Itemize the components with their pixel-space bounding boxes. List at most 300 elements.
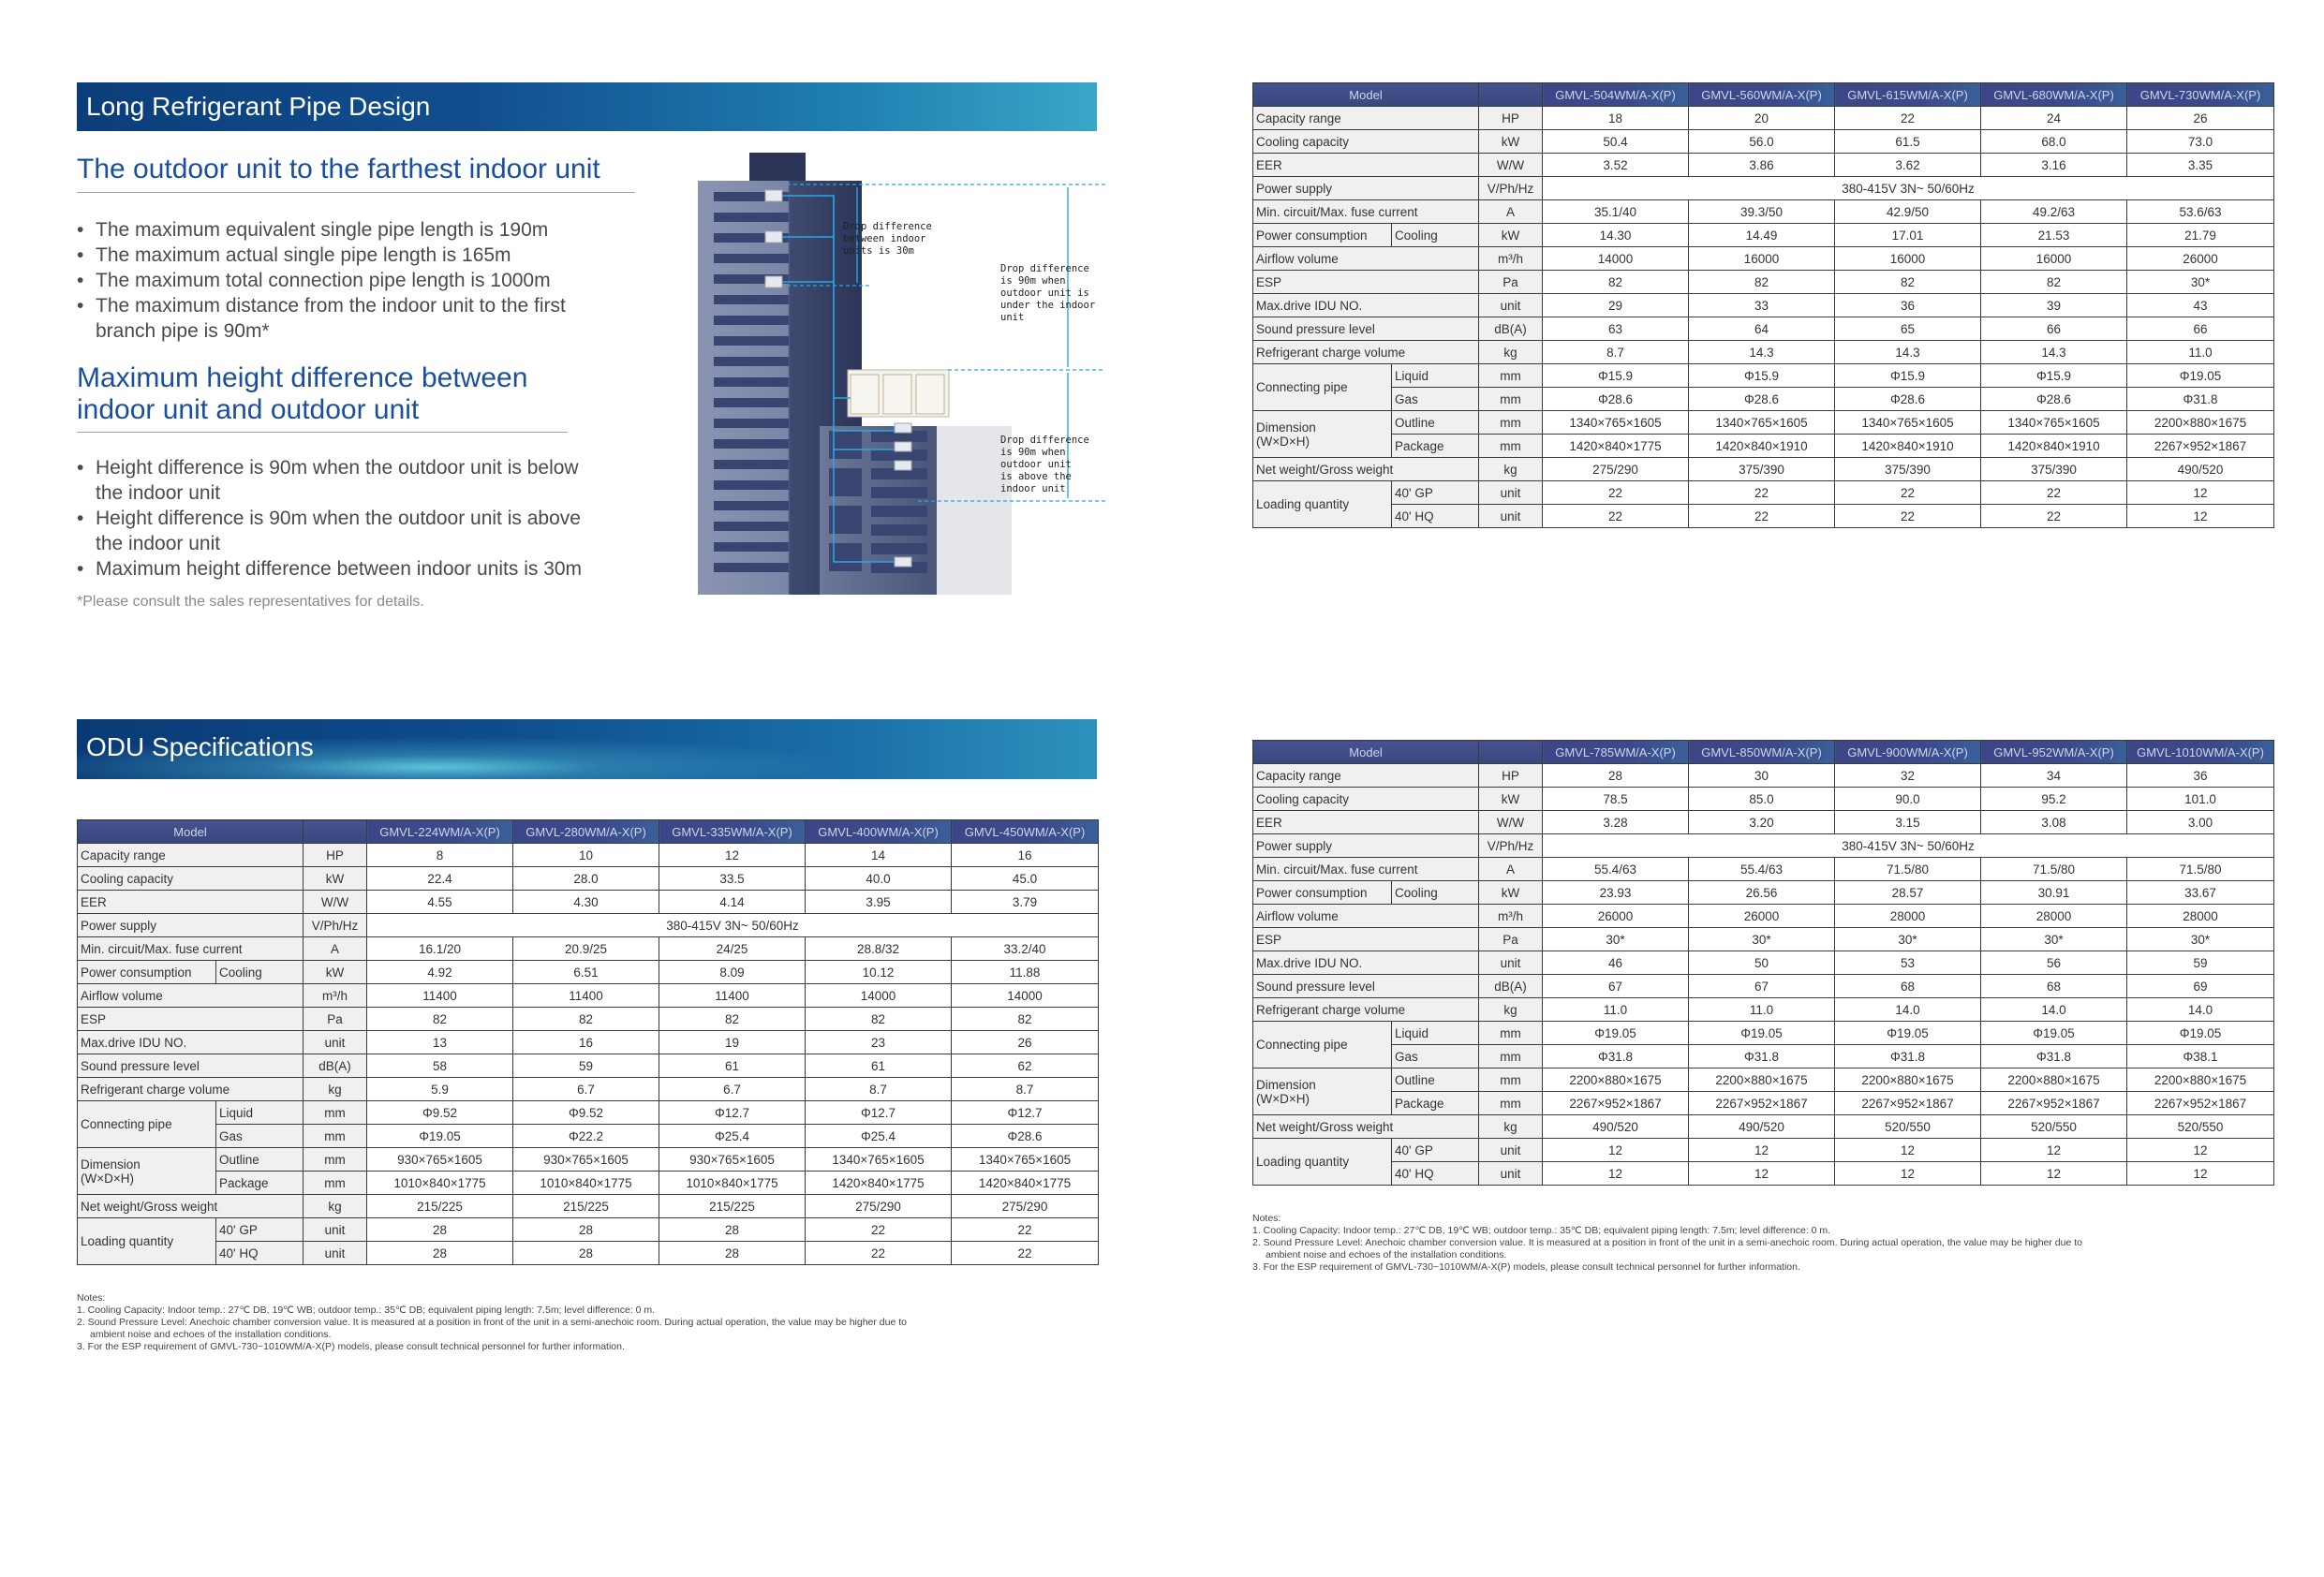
value-cell: 82 bbox=[1981, 271, 2127, 294]
value-cell: 21.79 bbox=[2127, 224, 2274, 247]
row-unit: unit bbox=[303, 1031, 367, 1054]
value-cell: 3.79 bbox=[952, 891, 1099, 914]
value-cell: 71.5/80 bbox=[1835, 858, 1981, 881]
table-row bbox=[1253, 154, 2274, 177]
table-header-row bbox=[1253, 741, 2274, 764]
value-cell: 14000 bbox=[806, 984, 952, 1008]
row-unit: unit bbox=[303, 1242, 367, 1265]
table-row bbox=[78, 891, 1099, 914]
table-row bbox=[78, 1242, 1099, 1265]
value-cell: 22 bbox=[1689, 505, 1835, 528]
row-unit: A bbox=[1479, 200, 1543, 224]
value-cell: 215/225 bbox=[659, 1195, 806, 1218]
value-cell: 46 bbox=[1543, 951, 1689, 975]
value-cell: 490/520 bbox=[2127, 458, 2274, 481]
value-cell: 26.56 bbox=[1689, 881, 1835, 905]
value-cell: 375/390 bbox=[1835, 458, 1981, 481]
value-cell: Φ9.52 bbox=[367, 1101, 513, 1125]
row-unit: kW bbox=[1479, 224, 1543, 247]
value-cell: 30* bbox=[1981, 928, 2127, 951]
value-cell: 12 bbox=[1835, 1162, 1981, 1186]
row-unit: m³/h bbox=[1479, 905, 1543, 928]
value-cell: 22 bbox=[1835, 107, 1981, 130]
row-group-label: Connecting pipe bbox=[1253, 1022, 1392, 1069]
row-unit: mm bbox=[1479, 1045, 1543, 1069]
row-unit: mm bbox=[303, 1125, 367, 1148]
value-cell: 66 bbox=[1981, 317, 2127, 341]
row-label: Cooling capacity bbox=[1253, 788, 1479, 811]
model-name-header: GMVL-560WM/A-X(P) bbox=[1689, 83, 1835, 107]
value-cell: 380-415V 3N~ 50/60Hz bbox=[1543, 834, 2274, 858]
value-cell: 930×765×1605 bbox=[367, 1148, 513, 1172]
value-cell: 4.30 bbox=[513, 891, 659, 914]
table-header-row bbox=[1253, 83, 2274, 107]
value-cell: 16000 bbox=[1981, 247, 2127, 271]
table-row bbox=[1253, 858, 2274, 881]
row-sublabel: Cooling bbox=[216, 961, 303, 984]
spec-table-504-730 bbox=[1252, 82, 2274, 528]
value-cell: Φ38.1 bbox=[2127, 1045, 2274, 1069]
note-line: Notes: bbox=[77, 1292, 106, 1304]
value-cell: Φ19.05 bbox=[2127, 364, 2274, 388]
value-cell: 50 bbox=[1689, 951, 1835, 975]
value-cell: 26 bbox=[952, 1031, 1099, 1054]
row-unit: m³/h bbox=[1479, 247, 1543, 271]
value-cell: 55.4/63 bbox=[1543, 858, 1689, 881]
label-drop30: Drop difference between indoor units is 30m bbox=[843, 221, 932, 257]
table-row bbox=[1253, 271, 2274, 294]
value-cell: Φ12.7 bbox=[806, 1101, 952, 1125]
value-cell: 30* bbox=[1835, 928, 1981, 951]
value-cell: 85.0 bbox=[1689, 788, 1835, 811]
value-cell: 12 bbox=[1981, 1162, 2127, 1186]
value-cell: 28.8/32 bbox=[806, 937, 952, 961]
model-name-header: GMVL-504WM/A-X(P) bbox=[1543, 83, 1689, 107]
row-label: Power consumption bbox=[1253, 881, 1392, 905]
value-cell: 17.01 bbox=[1835, 224, 1981, 247]
value-cell: 62 bbox=[952, 1054, 1099, 1078]
value-cell: 16.1/20 bbox=[367, 937, 513, 961]
height-difference-heading-line1: Maximum height difference between bbox=[77, 362, 528, 393]
value-cell: 71.5/80 bbox=[1981, 858, 2127, 881]
row-unit: W/W bbox=[1479, 154, 1543, 177]
value-cell: 22 bbox=[1835, 505, 1981, 528]
note-line: 2. Sound Pressure Level: Anechoic chamber conversion value. It is measured at a position in front of the unit in a semi-anechoic room. During actual operation, the value may be higher due to bbox=[77, 1317, 908, 1328]
value-cell: 36 bbox=[1835, 294, 1981, 317]
value-cell: 29 bbox=[1543, 294, 1689, 317]
value-cell: 12 bbox=[2127, 481, 2274, 505]
value-cell: 42.9/50 bbox=[1835, 200, 1981, 224]
value-cell: 33.5 bbox=[659, 867, 806, 891]
model-header: Model bbox=[1253, 83, 1479, 107]
value-cell: 3.95 bbox=[806, 891, 952, 914]
row-unit: mm bbox=[1479, 435, 1543, 458]
row-unit: HP bbox=[1479, 107, 1543, 130]
value-cell: 930×765×1605 bbox=[513, 1148, 659, 1172]
value-cell: 82 bbox=[1543, 271, 1689, 294]
value-cell: Φ15.9 bbox=[1689, 364, 1835, 388]
row-label: ESP bbox=[1253, 928, 1479, 951]
table-row bbox=[1253, 1022, 2274, 1045]
value-cell: Φ15.9 bbox=[1981, 364, 2127, 388]
value-cell: 68 bbox=[1835, 975, 1981, 998]
value-cell: Φ9.52 bbox=[513, 1101, 659, 1125]
row-label: ESP bbox=[1253, 271, 1479, 294]
row-sublabel: Outline bbox=[1392, 1069, 1479, 1092]
value-cell: 11.0 bbox=[1689, 998, 1835, 1022]
row-label: Power consumption bbox=[78, 961, 216, 984]
row-sublabel: Gas bbox=[1392, 388, 1479, 411]
value-cell: 3.28 bbox=[1543, 811, 1689, 834]
value-cell: 61 bbox=[659, 1054, 806, 1078]
table-row bbox=[1253, 224, 2274, 247]
row-label: Airflow volume bbox=[78, 984, 303, 1008]
table-row bbox=[78, 984, 1099, 1008]
model-name-header: GMVL-900WM/A-X(P) bbox=[1835, 741, 1981, 764]
table-row bbox=[1253, 505, 2274, 528]
value-cell: 490/520 bbox=[1543, 1115, 1689, 1139]
value-cell: 2267×952×1867 bbox=[2127, 435, 2274, 458]
model-name-header: GMVL-335WM/A-X(P) bbox=[659, 820, 806, 844]
value-cell: 12 bbox=[1981, 1139, 2127, 1162]
value-cell: 2267×952×1867 bbox=[1835, 1092, 1981, 1115]
table-row bbox=[1253, 998, 2274, 1022]
value-cell: Φ28.6 bbox=[1981, 388, 2127, 411]
row-group-label bbox=[1253, 411, 1392, 458]
value-cell: Φ28.6 bbox=[1835, 388, 1981, 411]
value-cell: 10.12 bbox=[806, 961, 952, 984]
value-cell: 3.62 bbox=[1835, 154, 1981, 177]
label-drop90-under: Drop difference is 90m when outdoor unit is under the indoor unit bbox=[1000, 263, 1096, 323]
row-label: Cooling capacity bbox=[1253, 130, 1479, 154]
value-cell: 6.7 bbox=[513, 1078, 659, 1101]
row-unit: Pa bbox=[1479, 928, 1543, 951]
value-cell: 11400 bbox=[367, 984, 513, 1008]
value-cell: 930×765×1605 bbox=[659, 1148, 806, 1172]
row-unit: mm bbox=[303, 1172, 367, 1195]
value-cell: 12 bbox=[1689, 1139, 1835, 1162]
value-cell: 22.4 bbox=[367, 867, 513, 891]
tower-top bbox=[749, 153, 806, 181]
row-label: Net weight/Gross weight bbox=[1253, 1115, 1479, 1139]
value-cell: 1010×840×1775 bbox=[659, 1172, 806, 1195]
value-cell: 11.88 bbox=[952, 961, 1099, 984]
table-row bbox=[78, 1078, 1099, 1101]
table-row bbox=[1253, 107, 2274, 130]
value-cell: 2267×952×1867 bbox=[1981, 1092, 2127, 1115]
value-cell: 28000 bbox=[1835, 905, 1981, 928]
note-line: 1. Cooling Capacity: Indoor temp.: 27℃ DB, 19℃ WB; outdoor temp.: 35℃ DB; equivalent piping length: 7.5m; level difference: 0 m. bbox=[1252, 1225, 1831, 1236]
row-unit: m³/h bbox=[303, 984, 367, 1008]
note-line: 3. For the ESP requirement of GMVL-730~1010WM/A-X(P) models, please consult technical personnel for further information. bbox=[77, 1341, 625, 1352]
value-cell: 26000 bbox=[1543, 905, 1689, 928]
value-cell: Φ28.6 bbox=[1689, 388, 1835, 411]
model-name-header: GMVL-224WM/A-X(P) bbox=[367, 820, 513, 844]
value-cell: 82 bbox=[1689, 271, 1835, 294]
value-cell: 90.0 bbox=[1835, 788, 1981, 811]
table-row bbox=[1253, 177, 2274, 200]
value-cell: Φ19.05 bbox=[1543, 1022, 1689, 1045]
table-row bbox=[78, 937, 1099, 961]
row-unit: kW bbox=[1479, 881, 1543, 905]
row-group-label bbox=[1253, 1069, 1392, 1115]
table-row bbox=[78, 1054, 1099, 1078]
value-cell: 1340×765×1605 bbox=[1689, 411, 1835, 435]
value-cell: 4.55 bbox=[367, 891, 513, 914]
row-unit: dB(A) bbox=[1479, 975, 1543, 998]
model-header: Model bbox=[78, 820, 303, 844]
value-cell: 28 bbox=[513, 1218, 659, 1242]
value-cell: 53.6/63 bbox=[2127, 200, 2274, 224]
value-cell: 59 bbox=[513, 1054, 659, 1078]
value-cell: 3.20 bbox=[1689, 811, 1835, 834]
value-cell: 69 bbox=[2127, 975, 2274, 998]
row-unit: mm bbox=[1479, 1022, 1543, 1045]
model-name-header: GMVL-615WM/A-X(P) bbox=[1835, 83, 1981, 107]
value-cell: 4.92 bbox=[367, 961, 513, 984]
value-cell: 39 bbox=[1981, 294, 2127, 317]
value-cell: 14.3 bbox=[1689, 341, 1835, 364]
value-cell: 1340×765×1605 bbox=[1835, 411, 1981, 435]
value-cell: 2200×880×1675 bbox=[1835, 1069, 1981, 1092]
row-label: Power supply bbox=[1253, 834, 1479, 858]
value-cell: 8.7 bbox=[1543, 341, 1689, 364]
value-cell: 22 bbox=[1981, 505, 2127, 528]
value-cell: 82 bbox=[1835, 271, 1981, 294]
bullet-item: • The maximum total connection pipe length is 1000m bbox=[77, 268, 611, 293]
table-row bbox=[1253, 1092, 2274, 1115]
table-row bbox=[78, 844, 1099, 867]
value-cell: 215/225 bbox=[513, 1195, 659, 1218]
row-sublabel: Package bbox=[216, 1172, 303, 1195]
value-cell: 30 bbox=[1689, 764, 1835, 788]
group-label-line: Dimension bbox=[1256, 1077, 1316, 1092]
value-cell: 3.52 bbox=[1543, 154, 1689, 177]
sales-footnote: *Please consult the sales representatives for details. bbox=[77, 594, 424, 610]
table-row bbox=[1253, 834, 2274, 858]
row-unit: dB(A) bbox=[1479, 317, 1543, 341]
value-cell: 19 bbox=[659, 1031, 806, 1054]
table-row bbox=[1253, 1139, 2274, 1162]
bullet-item: • The maximum distance from the indoor unit to the first branch pipe is 90m* bbox=[77, 293, 611, 344]
table-row bbox=[1253, 200, 2274, 224]
value-cell: 67 bbox=[1689, 975, 1835, 998]
value-cell: 1340×765×1605 bbox=[952, 1148, 1099, 1172]
value-cell: 11.0 bbox=[1543, 998, 1689, 1022]
value-cell: 2200×880×1675 bbox=[2127, 411, 2274, 435]
row-unit: kW bbox=[303, 867, 367, 891]
row-group-label: Loading quantity bbox=[78, 1218, 216, 1265]
value-cell: 65 bbox=[1835, 317, 1981, 341]
value-cell: 28 bbox=[513, 1242, 659, 1265]
value-cell: 520/550 bbox=[2127, 1115, 2274, 1139]
value-cell: 2267×952×1867 bbox=[2127, 1092, 2274, 1115]
bullet-item: • Height difference is 90m when the outdoor unit is below the indoor unit bbox=[77, 455, 611, 506]
value-cell: 28.57 bbox=[1835, 881, 1981, 905]
value-cell: 2200×880×1675 bbox=[2127, 1069, 2274, 1092]
value-cell: 10 bbox=[513, 844, 659, 867]
value-cell: 2200×880×1675 bbox=[1689, 1069, 1835, 1092]
row-unit: mm bbox=[1479, 1069, 1543, 1092]
table-row bbox=[1253, 247, 2274, 271]
row-group-label: Loading quantity bbox=[1253, 481, 1392, 528]
value-cell: 73.0 bbox=[2127, 130, 2274, 154]
value-cell: 12 bbox=[2127, 1162, 2274, 1186]
value-cell: Φ31.8 bbox=[1835, 1045, 1981, 1069]
value-cell: 82 bbox=[659, 1008, 806, 1031]
value-cell: Φ12.7 bbox=[952, 1101, 1099, 1125]
row-group-label: Connecting pipe bbox=[78, 1101, 216, 1148]
table-row bbox=[78, 914, 1099, 937]
row-unit: Pa bbox=[303, 1008, 367, 1031]
value-cell: 28000 bbox=[1981, 905, 2127, 928]
building-diagram bbox=[693, 145, 1105, 595]
value-cell: 30.91 bbox=[1981, 881, 2127, 905]
value-cell: 12 bbox=[1689, 1162, 1835, 1186]
value-cell: 4.14 bbox=[659, 891, 806, 914]
value-cell: 22 bbox=[806, 1218, 952, 1242]
value-cell: 33.2/40 bbox=[952, 937, 1099, 961]
value-cell: 16000 bbox=[1835, 247, 1981, 271]
value-cell: 1420×840×1910 bbox=[1981, 435, 2127, 458]
value-cell: 1340×765×1605 bbox=[1543, 411, 1689, 435]
value-cell: 82 bbox=[952, 1008, 1099, 1031]
value-cell: 14.30 bbox=[1543, 224, 1689, 247]
note-line: Notes: bbox=[1252, 1213, 1281, 1224]
value-cell: 1010×840×1775 bbox=[513, 1172, 659, 1195]
value-cell: 33 bbox=[1689, 294, 1835, 317]
model-name-header: GMVL-280WM/A-X(P) bbox=[513, 820, 659, 844]
value-cell: 12 bbox=[2127, 505, 2274, 528]
value-cell: 14.3 bbox=[1835, 341, 1981, 364]
odu-spec-banner: ODU Specifications bbox=[77, 719, 1097, 779]
value-cell: 23.93 bbox=[1543, 881, 1689, 905]
value-cell: 22 bbox=[1835, 481, 1981, 505]
value-cell: 22 bbox=[1543, 505, 1689, 528]
value-cell: 56 bbox=[1981, 951, 2127, 975]
table-row bbox=[1253, 364, 2274, 388]
note-line: 2. Sound Pressure Level: Anechoic chamber conversion value. It is measured at a position in front of the unit in a semi-anechoic room. During actual operation, the value may be higher due to bbox=[1252, 1237, 2083, 1248]
row-label: Net weight/Gross weight bbox=[1253, 458, 1479, 481]
row-sublabel: 40' GP bbox=[1392, 481, 1479, 505]
value-cell: 101.0 bbox=[2127, 788, 2274, 811]
value-cell: 43 bbox=[2127, 294, 2274, 317]
model-name-header: GMVL-730WM/A-X(P) bbox=[2127, 83, 2274, 107]
row-unit: HP bbox=[1479, 764, 1543, 788]
table-row bbox=[78, 1031, 1099, 1054]
table-row bbox=[1253, 788, 2274, 811]
value-cell: 30* bbox=[1689, 928, 1835, 951]
group-label-line: (W×D×H) bbox=[1256, 1091, 1310, 1106]
row-unit: unit bbox=[1479, 1162, 1543, 1186]
value-cell: 13 bbox=[367, 1031, 513, 1054]
value-cell: Φ19.05 bbox=[1981, 1022, 2127, 1045]
value-cell: 11400 bbox=[659, 984, 806, 1008]
value-cell: 28 bbox=[1543, 764, 1689, 788]
value-cell: 95.2 bbox=[1981, 788, 2127, 811]
row-label: Max.drive IDU NO. bbox=[1253, 294, 1479, 317]
value-cell: 30* bbox=[2127, 928, 2274, 951]
row-label: Max.drive IDU NO. bbox=[78, 1031, 303, 1054]
table-row bbox=[1253, 764, 2274, 788]
value-cell: 14000 bbox=[952, 984, 1099, 1008]
value-cell: 71.5/80 bbox=[2127, 858, 2274, 881]
value-cell: 21.53 bbox=[1981, 224, 2127, 247]
table-row bbox=[1253, 881, 2274, 905]
value-cell: 275/290 bbox=[952, 1195, 1099, 1218]
row-label: EER bbox=[1253, 154, 1479, 177]
row-label: Airflow volume bbox=[1253, 247, 1479, 271]
table-row bbox=[1253, 341, 2274, 364]
row-sublabel: Gas bbox=[1392, 1045, 1479, 1069]
value-cell: 8.7 bbox=[806, 1078, 952, 1101]
label-drop90-above: Drop difference is 90m when outdoor unit is above the indoor unit bbox=[1000, 435, 1089, 494]
row-unit: W/W bbox=[1479, 811, 1543, 834]
value-cell: 8.7 bbox=[952, 1078, 1099, 1101]
value-cell: 82 bbox=[513, 1008, 659, 1031]
value-cell: 16000 bbox=[1689, 247, 1835, 271]
value-cell: 380-415V 3N~ 50/60Hz bbox=[1543, 177, 2274, 200]
heading2-rule bbox=[77, 432, 568, 433]
model-name-header: GMVL-785WM/A-X(P) bbox=[1543, 741, 1689, 764]
value-cell: 36 bbox=[2127, 764, 2274, 788]
row-unit: kg bbox=[1479, 458, 1543, 481]
table-row bbox=[1253, 1115, 2274, 1139]
spec-notes-left bbox=[77, 1292, 907, 1353]
row-label: Airflow volume bbox=[1253, 905, 1479, 928]
outdoor-units bbox=[848, 370, 949, 417]
value-cell: 2200×880×1675 bbox=[1543, 1069, 1689, 1092]
value-cell: 68.0 bbox=[1981, 130, 2127, 154]
bullet-item: • The maximum equivalent single pipe length is 190m bbox=[77, 217, 611, 243]
value-cell: Φ31.8 bbox=[1689, 1045, 1835, 1069]
group-label-line: Dimension bbox=[1256, 420, 1316, 435]
value-cell: 34 bbox=[1981, 764, 2127, 788]
value-cell: 28000 bbox=[2127, 905, 2274, 928]
table-header-row bbox=[78, 820, 1099, 844]
value-cell: Φ28.6 bbox=[952, 1125, 1099, 1148]
value-cell: 26 bbox=[2127, 107, 2274, 130]
value-cell: 35.1/40 bbox=[1543, 200, 1689, 224]
table-row bbox=[1253, 811, 2274, 834]
value-cell: 5.9 bbox=[367, 1078, 513, 1101]
value-cell: 78.5 bbox=[1543, 788, 1689, 811]
table-row bbox=[78, 867, 1099, 891]
height-difference-heading-line2: indoor unit and outdoor unit bbox=[77, 394, 420, 425]
spec-notes-right bbox=[1252, 1213, 2082, 1274]
value-cell: 39.3/50 bbox=[1689, 200, 1835, 224]
value-cell: 14.0 bbox=[1981, 998, 2127, 1022]
value-cell: 22 bbox=[1543, 481, 1689, 505]
table-row bbox=[1253, 388, 2274, 411]
value-cell: 61.5 bbox=[1835, 130, 1981, 154]
note-line: ambient noise and echoes of the installation conditions. bbox=[1266, 1249, 1507, 1260]
value-cell: Φ19.05 bbox=[2127, 1022, 2274, 1045]
value-cell: 28 bbox=[659, 1242, 806, 1265]
note-line: 1. Cooling Capacity: Indoor temp.: 27℃ DB, 19℃ WB; outdoor temp.: 35℃ DB; equivalent piping length: 7.5m; level difference: 0 m. bbox=[77, 1304, 656, 1316]
row-sublabel: 40' GP bbox=[216, 1218, 303, 1242]
value-cell: 53 bbox=[1835, 951, 1981, 975]
table-row bbox=[1253, 411, 2274, 435]
table-row bbox=[78, 961, 1099, 984]
row-unit: unit bbox=[1479, 481, 1543, 505]
value-cell: 2267×952×1867 bbox=[1543, 1092, 1689, 1115]
row-label: Min. circuit/Max. fuse current bbox=[1253, 858, 1479, 881]
value-cell: 45.0 bbox=[952, 867, 1099, 891]
value-cell: 26000 bbox=[2127, 247, 2274, 271]
value-cell: 1420×840×1775 bbox=[1543, 435, 1689, 458]
value-cell: 3.86 bbox=[1689, 154, 1835, 177]
